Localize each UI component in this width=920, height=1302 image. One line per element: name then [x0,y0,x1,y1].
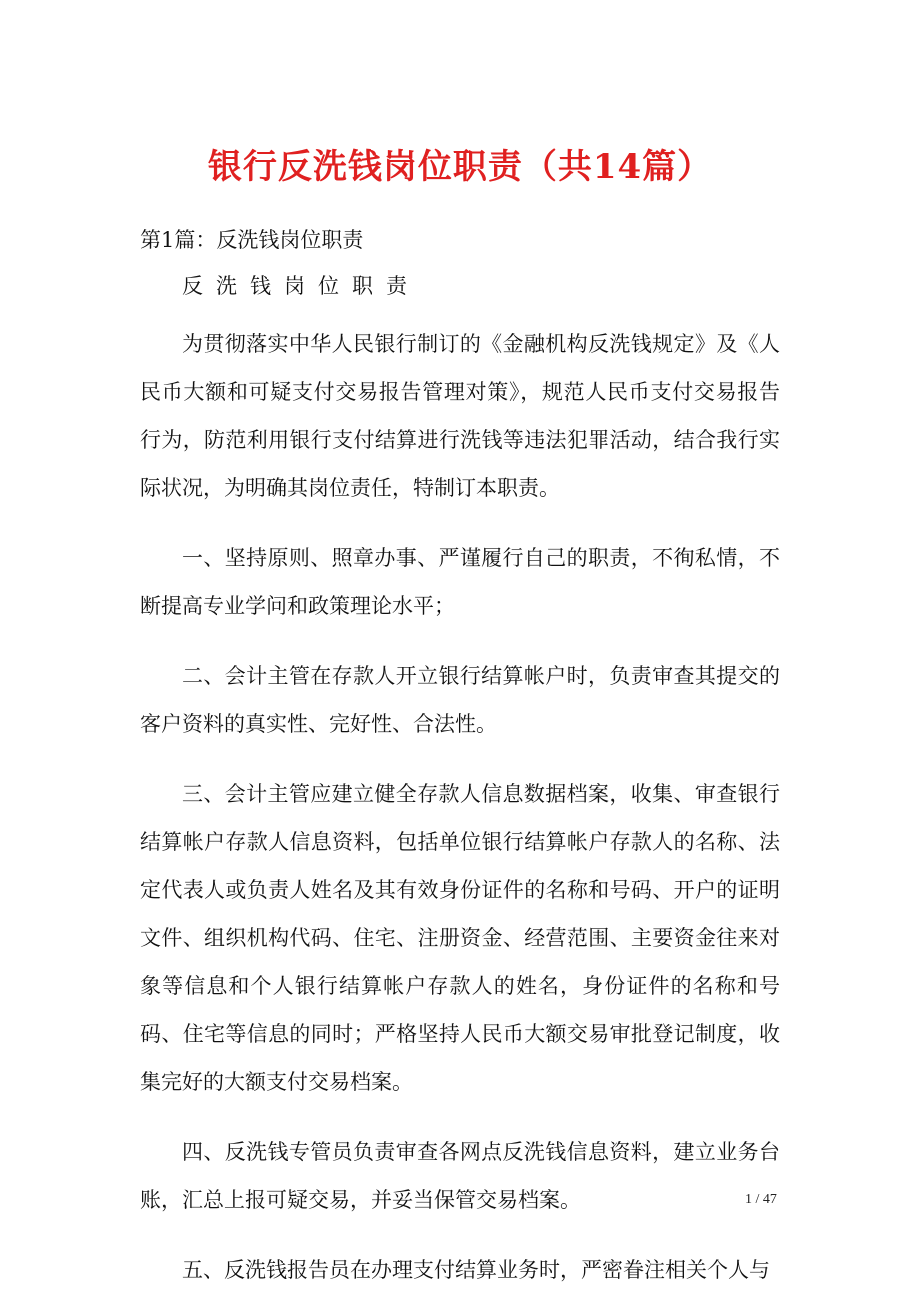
page-number: 1 / 47 [745,1192,777,1207]
chapter-heading: 第1篇：反洗钱岗位职责 [140,228,364,252]
paragraph-item-2: 二、会计主管在存款人开立银行结算帐户时，负责审查其提交的客户资料的真实性、完好性、合法性。 [140,664,780,736]
paragraph-item-5: 五、反洗钱报告员在办理支付结算业务时，严密眷注相关个人与 [182,1258,770,1282]
paragraph-intro: 为贯彻落实中华人民银行制订的《金融机构反洗钱规定》及《人民币大额和可疑支付交易报告管理对策》，规范人民币支付交易报告行为，防范利用银行支付结算进行洗钱等违法犯罪活动，结合我行实际状况，为明确其岗位责任，特制订本职责。 [140,332,780,500]
document-body [140,228,780,1294]
paragraph-item-4: 四、反洗钱专管员负责审查各网点反洗钱信息资料，建立业务台账，汇总上报可疑交易，并妥当保管交易档案。 [140,1140,780,1212]
paragraph-item-1: 一、坚持原则、照章办事、严谨履行自己的职责，不徇私情，不断提高专业学问和政策理论水平； [140,546,780,618]
paragraph-item-3: 三、会计主管应建立健全存款人信息数据档案，收集、审查银行结算帐户存款人信息资料，包括单位银行结算帐户存款人的名称、法定代表人或负责人姓名及其有效身份证件的名称和号码、开户的证明文件、组织机构代码、住宅、注册资金、经营范围、主要资金往来对象等信息和个人银行结算帐户存款人的姓名，身份证件的名称和号码、住宅等信息的同时；严格坚持人民币大额交易审批登记制度，收集完好的大额支付交易档案。 [140,782,780,1094]
section-subheading: 反洗钱岗位职责 [182,274,420,298]
document-title: 银行反洗钱岗位职责（共14篇） [207,147,713,187]
